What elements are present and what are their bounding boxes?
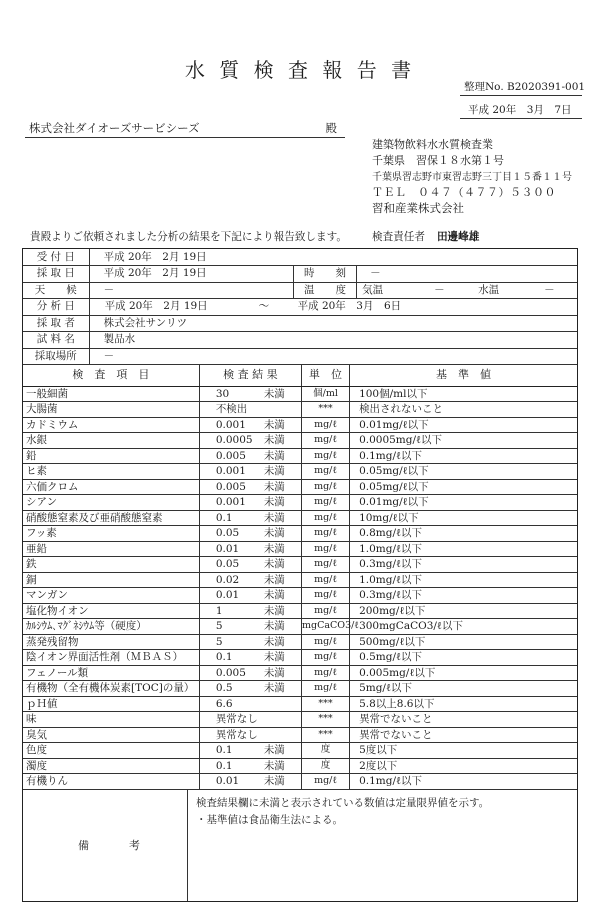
result-value: 1 xyxy=(215,604,223,617)
result-unit: *** xyxy=(301,712,349,728)
result-value: 0.01 xyxy=(215,542,240,555)
result-standard: 2度以下 xyxy=(350,758,577,774)
result-standard: 0.1mg/ℓ以下 xyxy=(350,448,577,464)
result-value: 0.05 xyxy=(215,558,240,571)
issue-date: 平成 20年 3月 7日 xyxy=(460,102,582,119)
result-value: 0.005 xyxy=(215,449,246,462)
result-item: ｶﾙｼｳﾑ､ﾏｸﾞﾈｼｳﾑ等（硬度） xyxy=(23,619,199,635)
result-value-cell xyxy=(199,495,301,511)
received-row xyxy=(23,249,577,266)
result-item: 大腸菌 xyxy=(23,402,199,418)
result-row xyxy=(23,541,577,557)
result-value-cell xyxy=(199,526,301,542)
recipient-honorific: 殿 xyxy=(325,121,337,135)
result-value-cell xyxy=(199,696,301,712)
result-unit: 個/ml xyxy=(301,386,349,402)
result-qualifier: 未満 xyxy=(263,589,285,602)
weather-row xyxy=(23,282,577,299)
sampler-value: 株式会社サンリツ xyxy=(89,315,577,332)
time-label: 時 刻 xyxy=(293,266,356,283)
result-row xyxy=(23,464,577,480)
result-value: 0.02 xyxy=(215,573,240,586)
result-row xyxy=(23,681,577,697)
result-value-cell xyxy=(199,619,301,635)
result-unit: mg/ℓ xyxy=(301,665,349,681)
location-value: － xyxy=(89,348,577,365)
analysis-row xyxy=(23,299,577,316)
result-value: 不検出 xyxy=(215,403,248,416)
result-standard: 500mg/ℓ以下 xyxy=(350,634,577,650)
result-qualifier: 未満 xyxy=(263,604,285,617)
result-value-cell xyxy=(199,433,301,449)
result-standard: 1.0mg/ℓ以下 xyxy=(350,572,577,588)
result-row xyxy=(23,634,577,650)
result-item: 有機物（全有機体炭素[TOC]の量） xyxy=(23,681,199,697)
result-value: 30 xyxy=(215,387,230,400)
result-standard: 0.01mg/ℓ以下 xyxy=(350,417,577,433)
result-qualifier: 未満 xyxy=(263,527,285,540)
result-standard: 0.3mg/ℓ以下 xyxy=(350,588,577,604)
result-standard: 5mg/ℓ以下 xyxy=(350,681,577,697)
result-row xyxy=(23,588,577,604)
result-standard: 0.05mg/ℓ以下 xyxy=(350,464,577,480)
result-value-cell xyxy=(199,634,301,650)
result-unit: mg/ℓ xyxy=(301,650,349,666)
result-value-cell xyxy=(199,572,301,588)
result-row xyxy=(23,402,577,418)
result-unit: mg/ℓ xyxy=(301,526,349,542)
result-item: マンガン xyxy=(23,588,199,604)
result-item: シアン xyxy=(23,495,199,511)
result-qualifier: 未満 xyxy=(263,759,285,772)
sampler-row xyxy=(23,315,577,332)
result-unit: mg/ℓ xyxy=(301,510,349,526)
remarks-body xyxy=(188,790,577,902)
result-value-cell xyxy=(199,510,301,526)
result-qualifier: 未満 xyxy=(263,387,285,400)
result-value: 5 xyxy=(215,620,223,633)
result-standard: 異常でないこと xyxy=(350,712,577,728)
result-qualifier: 未満 xyxy=(263,573,285,586)
result-qualifier: 未満 xyxy=(263,682,285,695)
water-temp-label: 水温 xyxy=(478,283,500,296)
result-item: フッ素 xyxy=(23,526,199,542)
result-row xyxy=(23,495,577,511)
result-value: 0.001 xyxy=(215,465,246,478)
result-qualifier: 未満 xyxy=(263,418,285,431)
result-qualifier: 未満 xyxy=(263,666,285,679)
result-value-cell xyxy=(199,557,301,573)
result-qualifier: 未満 xyxy=(263,465,285,478)
result-row xyxy=(23,417,577,433)
result-standard: 5.8以上8.6以下 xyxy=(350,696,577,712)
result-item: 味 xyxy=(23,712,199,728)
result-item: ｐＨ値 xyxy=(23,696,199,712)
header-standard: 基 準 値 xyxy=(350,365,577,386)
inspector-name: 田邊峰雄 xyxy=(436,231,480,243)
result-value-cell xyxy=(199,603,301,619)
inspector-label: 検査責任者 xyxy=(372,231,425,243)
result-value-cell xyxy=(199,464,301,480)
analysis-start: 平成 20年 2月 19日 xyxy=(104,300,208,313)
sampled-label: 採 取 日 xyxy=(23,266,89,283)
result-item: 色度 xyxy=(23,743,199,759)
result-row xyxy=(23,572,577,588)
result-unit: mg/ℓ xyxy=(301,479,349,495)
result-qualifier: 未満 xyxy=(263,434,285,447)
result-row xyxy=(23,557,577,573)
results-header-row xyxy=(23,365,577,386)
result-value-cell xyxy=(199,665,301,681)
result-item: 水銀 xyxy=(23,433,199,449)
result-value-cell xyxy=(199,712,301,728)
result-value: 0.005 xyxy=(215,480,246,493)
result-item: 銅 xyxy=(23,572,199,588)
result-item: 一般細菌 xyxy=(23,386,199,402)
result-row xyxy=(23,696,577,712)
result-value: 0.0005 xyxy=(215,434,253,447)
issuer-company: 習和産業株式会社 xyxy=(372,201,464,215)
result-row xyxy=(23,386,577,402)
analysis-period xyxy=(93,299,574,314)
result-value: 異常なし xyxy=(215,728,258,741)
result-row xyxy=(23,758,577,774)
remarks-line: 検査結果欄に未満と表示されている数値は定量限界値を示す。 xyxy=(196,796,490,809)
result-unit: mg/ℓ xyxy=(301,572,349,588)
result-value-cell xyxy=(199,541,301,557)
result-value: 0.1 xyxy=(215,651,233,664)
sample-name-row xyxy=(23,332,577,349)
result-item: 有機りん xyxy=(23,774,199,790)
result-unit: *** xyxy=(301,727,349,743)
analysis-separator: ～ xyxy=(258,300,270,313)
time-value: － xyxy=(357,266,577,283)
sample-info-table xyxy=(23,249,577,365)
result-value: 0.001 xyxy=(215,496,246,509)
result-unit: *** xyxy=(301,402,349,418)
result-value-cell xyxy=(199,448,301,464)
result-row xyxy=(23,774,577,790)
result-value: 0.1 xyxy=(215,511,233,524)
header-result: 検 査 結 果 xyxy=(199,365,301,386)
result-row xyxy=(23,603,577,619)
result-unit: mg/ℓ xyxy=(301,557,349,573)
result-row xyxy=(23,510,577,526)
result-standard: 異常でないこと xyxy=(350,727,577,743)
remarks-section xyxy=(23,790,577,902)
header-unit: 単 位 xyxy=(301,365,349,386)
result-value-cell xyxy=(199,479,301,495)
result-unit: mg/ℓ xyxy=(301,603,349,619)
sample-name-label: 試 料 名 xyxy=(23,332,89,349)
result-row xyxy=(23,665,577,681)
result-value: 0.01 xyxy=(215,775,240,788)
temperature-values xyxy=(360,283,574,298)
received-label: 受 付 日 xyxy=(23,249,89,266)
result-row xyxy=(23,619,577,635)
result-unit: mg/ℓ xyxy=(301,433,349,449)
result-item: フェノール類 xyxy=(23,665,199,681)
location-row xyxy=(23,348,577,365)
result-value: 6.6 xyxy=(215,697,233,710)
result-row xyxy=(23,448,577,464)
result-value-cell xyxy=(199,386,301,402)
result-item: 硝酸態窒素及び亜硝酸態窒素 xyxy=(23,510,199,526)
water-temp-value: － xyxy=(544,283,555,296)
result-item: 鉛 xyxy=(23,448,199,464)
result-item: 濁度 xyxy=(23,758,199,774)
result-qualifier: 未満 xyxy=(263,744,285,757)
result-item: 蒸発残留物 xyxy=(23,634,199,650)
result-qualifier: 未満 xyxy=(263,449,285,462)
result-row xyxy=(23,743,577,759)
result-unit: mg/ℓ xyxy=(301,681,349,697)
result-unit: mg/ℓ xyxy=(301,464,349,480)
result-value-cell xyxy=(199,743,301,759)
result-standard: 0.1mg/ℓ以下 xyxy=(350,774,577,790)
result-qualifier: 未満 xyxy=(263,480,285,493)
result-value: 0.01 xyxy=(215,589,240,602)
result-row xyxy=(23,433,577,449)
issuer-license: 建築物飲料水水質検査業 xyxy=(372,138,493,151)
inspector xyxy=(372,229,479,244)
result-value-cell xyxy=(199,402,301,418)
result-unit: *** xyxy=(301,696,349,712)
result-qualifier: 未満 xyxy=(263,542,285,555)
result-value: 異常なし xyxy=(215,713,258,726)
intro-text: 貴殿よりご依頼されました分析の結果を下記により報告致します。 xyxy=(30,231,347,243)
result-item: 六価クロム xyxy=(23,479,199,495)
result-value-cell xyxy=(199,588,301,604)
analysis-cell xyxy=(89,299,577,316)
result-standard: 0.3mg/ℓ以下 xyxy=(350,557,577,573)
issuer-registration: 千葉県 習保１８水第１号 xyxy=(372,154,504,167)
weather-value: － xyxy=(89,282,293,299)
result-standard: 5度以下 xyxy=(350,743,577,759)
results-body xyxy=(23,365,577,789)
result-unit: mg/ℓ xyxy=(301,588,349,604)
sampled-value: 平成 20年 2月 19日 xyxy=(89,266,293,283)
result-unit: mg/ℓ xyxy=(301,541,349,557)
result-qualifier: 未満 xyxy=(263,496,285,509)
recipient-name: 株式会社ダイオーズサービシーズ xyxy=(29,121,200,135)
result-unit: mg/ℓ xyxy=(301,774,349,790)
result-value: 0.05 xyxy=(215,527,240,540)
result-row xyxy=(23,526,577,542)
document-title: 水 質 検 査 報 告 書 xyxy=(184,58,416,82)
result-value-cell xyxy=(199,758,301,774)
analysis-label: 分 析 日 xyxy=(23,299,89,316)
sampler-label: 採 取 者 xyxy=(23,315,89,332)
result-standard: 0.05mg/ℓ以下 xyxy=(350,479,577,495)
result-unit: 度 xyxy=(301,743,349,759)
report-table xyxy=(22,248,578,902)
result-qualifier: 未満 xyxy=(263,651,285,664)
result-value: 0.1 xyxy=(215,759,233,772)
issuer-address: 千葉県習志野市東習志野三丁目１５番１１号 xyxy=(372,172,572,183)
results-table xyxy=(23,365,577,790)
air-temp-value: － xyxy=(434,283,445,296)
header-item: 検 査 項 目 xyxy=(23,365,199,386)
result-value: 0.5 xyxy=(215,682,233,695)
result-qualifier: 未満 xyxy=(263,511,285,524)
result-value-cell xyxy=(199,774,301,790)
result-standard: 100個/ml以下 xyxy=(350,386,577,402)
recipient xyxy=(25,120,345,138)
result-unit: mg/ℓ xyxy=(301,495,349,511)
air-temp-label: 気温 xyxy=(362,283,384,296)
result-value: 0.005 xyxy=(215,666,246,679)
result-standard: 10mg/ℓ以下 xyxy=(350,510,577,526)
result-value: 0.001 xyxy=(215,418,246,431)
result-item: 塩化物イオン xyxy=(23,603,199,619)
result-value-cell xyxy=(199,650,301,666)
result-item: 亜鉛 xyxy=(23,541,199,557)
issuer-tel: ＴＥＬ ０４７（４７７）５３００ xyxy=(372,186,556,199)
reference-number: 整理No. B2020391-001 xyxy=(460,79,582,96)
temperature-label: 温 度 xyxy=(293,282,356,299)
result-row xyxy=(23,479,577,495)
sampled-row xyxy=(23,266,577,283)
result-standard: 300mgCaCO3/ℓ以下 xyxy=(350,619,577,635)
result-standard: 200mg/ℓ以下 xyxy=(350,603,577,619)
result-value: 5 xyxy=(215,635,223,648)
result-row xyxy=(23,712,577,728)
result-qualifier: 未満 xyxy=(263,620,285,633)
result-unit: mg/ℓ xyxy=(301,448,349,464)
location-label: 採取場所 xyxy=(23,348,89,365)
result-item: 臭気 xyxy=(23,727,199,743)
result-value-cell xyxy=(199,681,301,697)
result-item: 鉄 xyxy=(23,557,199,573)
result-standard: 0.005mg/ℓ以下 xyxy=(350,665,577,681)
result-value-cell xyxy=(199,417,301,433)
result-unit: mg/ℓ xyxy=(301,417,349,433)
remarks-line: ・基準値は食品衛生法による。 xyxy=(196,813,343,826)
result-item: カドミウム xyxy=(23,417,199,433)
analysis-end: 平成 20年 3月 6日 xyxy=(297,300,402,313)
result-standard: 1.0mg/ℓ以下 xyxy=(350,541,577,557)
result-row xyxy=(23,650,577,666)
result-standard: 0.01mg/ℓ以下 xyxy=(350,495,577,511)
result-standard: 0.0005mg/ℓ以下 xyxy=(350,433,577,449)
result-value: 0.1 xyxy=(215,744,233,757)
result-standard: 検出されないこと xyxy=(350,402,577,418)
weather-label: 天 候 xyxy=(23,282,89,299)
temperature-cell xyxy=(357,282,577,299)
result-row xyxy=(23,727,577,743)
result-qualifier: 未満 xyxy=(263,635,285,648)
result-qualifier: 未満 xyxy=(263,558,285,571)
received-value: 平成 20年 2月 19日 xyxy=(89,249,577,266)
result-qualifier: 未満 xyxy=(263,775,285,788)
result-unit: mg/ℓ xyxy=(301,634,349,650)
result-standard: 0.5mg/ℓ以下 xyxy=(350,650,577,666)
sample-name-value: 製品水 xyxy=(89,332,577,349)
result-unit: mgCaCO3/ℓ xyxy=(301,619,349,635)
result-unit: 度 xyxy=(301,758,349,774)
result-standard: 0.8mg/ℓ以下 xyxy=(350,526,577,542)
result-value-cell xyxy=(199,727,301,743)
result-item: 陰イオン界面活性剤（ＭＢＡＳ） xyxy=(23,650,199,666)
result-item: ヒ素 xyxy=(23,464,199,480)
remarks-label: 備 考 xyxy=(23,790,188,902)
